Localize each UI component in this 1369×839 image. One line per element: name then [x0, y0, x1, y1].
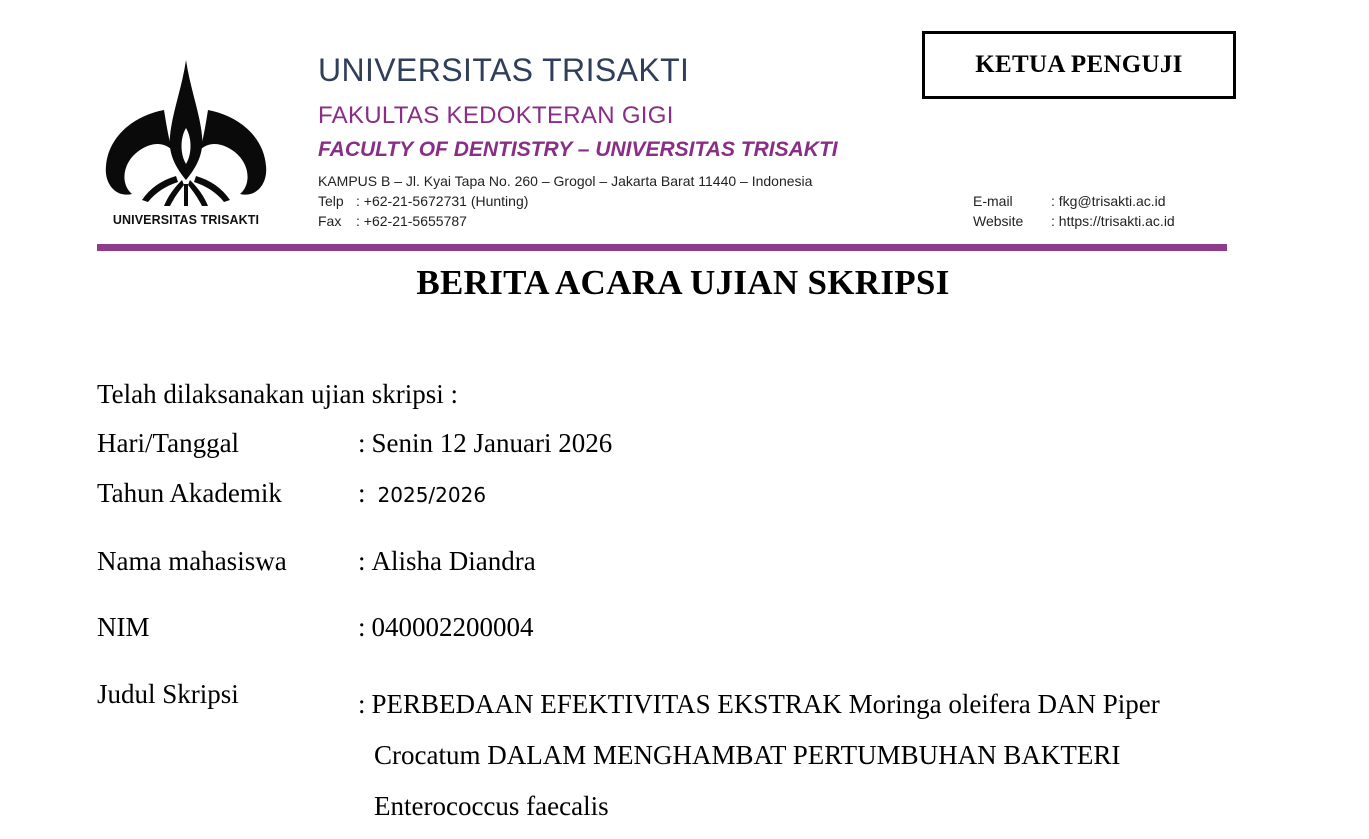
- university-emblem-icon: [102, 58, 270, 208]
- nama-label: Nama mahasiswa: [97, 546, 287, 576]
- contact-website: [973, 213, 1175, 229]
- university-name: UNIVERSITAS TRISAKTI: [318, 52, 690, 88]
- tahun-value-wrap: : 2025/2026: [358, 478, 487, 508]
- faculty-name-en: FACULTY OF DENTISTRY – UNIVERSITAS TRISAKTI: [318, 138, 838, 161]
- nama-value-wrap: : Alisha Diandra: [358, 546, 536, 576]
- email-value[interactable]: : fkg@trisakti.ac.id: [1051, 193, 1166, 209]
- logo-caption: UNIVERSITAS TRISAKTI: [112, 213, 260, 227]
- campus-address: KAMPUS B – Jl. Kyai Tapa No. 260 – Grogol – Jakarta Barat 11440 – Indonesia: [318, 173, 813, 189]
- field-hari-tanggal: [97, 428, 1277, 468]
- hari-value-wrap: : Senin 12 Januari 2026: [358, 428, 613, 458]
- fax-value: : +62-21-5655787: [356, 213, 467, 229]
- nim-label: NIM: [97, 612, 150, 642]
- role-badge-text: KETUA PENGUJI: [975, 51, 1183, 78]
- faculty-name-id: FAKULTAS KEDOKTERAN GIGI: [318, 102, 674, 129]
- hari-label: Hari/Tanggal: [97, 428, 240, 458]
- field-nim: [97, 612, 1277, 652]
- university-logo: [100, 58, 272, 233]
- contact-telp: [318, 193, 528, 209]
- tahun-value: 2025/2026: [377, 483, 487, 507]
- thesis-line-1: : PERBEDAAN EFEKTIVITAS EKSTRAK Moringa oleifera DAN Piper: [358, 689, 1160, 719]
- nama-value: Alisha Diandra: [371, 546, 536, 576]
- field-tahun-akademik: [97, 478, 1277, 518]
- website-value[interactable]: : https://trisakti.ac.id: [1051, 213, 1175, 229]
- thesis-title: [358, 679, 1238, 832]
- document-title: BERITA ACARA UJIAN SKRIPSI: [416, 263, 950, 302]
- email-label: E-mail: [973, 193, 1013, 209]
- judul-label: Judul Skripsi: [97, 679, 239, 709]
- hari-value: Senin 12 Januari 2026: [371, 428, 613, 458]
- contact-email: [973, 193, 1166, 209]
- role-badge: [922, 31, 1236, 99]
- nim-value-wrap: : 040002200004: [358, 612, 534, 642]
- field-nama-mahasiswa: [97, 546, 1277, 586]
- letterhead-divider: [97, 244, 1227, 251]
- nim-value: 040002200004: [371, 612, 534, 642]
- thesis-line-2: Crocatum DALAM MENGHAMBAT PERTUMBUHAN BAKTERI: [374, 740, 1121, 770]
- thesis-line-3: Enterococcus faecalis: [374, 791, 609, 821]
- telp-label: Telp: [318, 193, 344, 209]
- website-label: Website: [973, 213, 1024, 229]
- telp-value: : +62-21-5672731 (Hunting): [356, 193, 529, 209]
- contact-fax: [318, 213, 467, 229]
- tahun-label: Tahun Akademik: [97, 478, 282, 508]
- intro-text: Telah dilaksanakan ujian skripsi :: [97, 379, 459, 409]
- fax-label: Fax: [318, 213, 342, 229]
